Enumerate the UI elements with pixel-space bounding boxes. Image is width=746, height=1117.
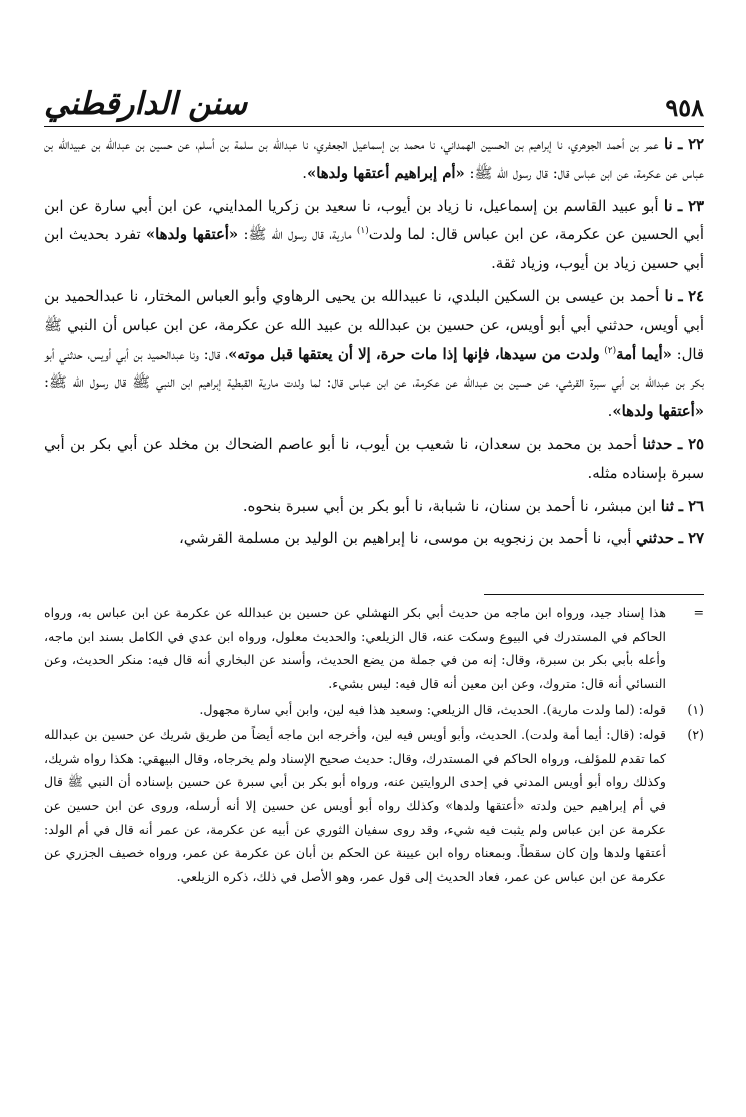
entry-text: أبو عبيد القاسم بن إسماعيل، نا زياد بن أيوب، نا سعيد بن زكريا المدايني، عن ابن أبي سارة عن ابن أبي الحسين عن عكرمة، عن ابن عباس قال: لما ولدت xyxy=(44,197,704,244)
hadith-entry-27 xyxy=(44,525,704,554)
footnote-divider xyxy=(484,594,704,595)
entry-text-continued: مارية، قال رسول الله ﷺ: xyxy=(243,226,352,244)
narration-cue: حدثنا xyxy=(642,435,673,453)
entry-text-end: . xyxy=(607,403,613,421)
footnote-text: هذا إسناد جيد، ورواه ابن ماجه من حديث أبي بكر النهشلي عن حسين بن عبدالله عن عكرمة عن ابن عباس به، ورواه الحاكم في المستدرك في البيوع وسكت عنه، قال الزيلعي: والحديث معلول، ورواه ابن عدي في الكامل بسند ابن ماجه، وأعله بأبي بكر بن سبرة، وقال: إنه من في جملة من يضع الحديث، وأسند عن البخاري أنه قال فيه: منكر الحديث، وعن النسائي أنه قال: متروك، وعن ابن معين أنه قال فيه: ليس بشيء. xyxy=(44,605,666,691)
entry-text: أبي، نا أحمد بن زنجويه بن موسى، نا إبراهيم بن الوليد بن مسلمة القرشي، xyxy=(178,530,632,548)
narration-cue: حدثني xyxy=(636,530,674,548)
footnote-mark: (١) xyxy=(687,701,704,717)
hadith-entry-26 xyxy=(44,493,704,522)
book-title: سنن الدارقطني xyxy=(44,86,248,122)
narration-cue: نا xyxy=(664,136,673,153)
entry-text: عمر بن أحمد الجوهري، نا إبراهيم بن الحسين الهمداني، نا محمد بن إسماعيل الجعفري، نا عبدالله بن سلمة بن أسلم، عن حسين بن عبدالله بن عبيدالله بن عباس عن عكرمة، عن ابن عباس قال: قال رسول الله ﷺ: xyxy=(44,136,704,182)
hadith-entry-23 xyxy=(44,193,704,279)
footnote-text: قوله: (لما ولدت مارية). الحديث، قال الزيلعي: وسعيد هذا فيه لين، وابن أبي سارة مجهول. xyxy=(199,701,666,717)
entry-text: أحمد بن محمد بن سعدان، نا شعيب بن أيوب، نا أبو عاصم الضحاك بن مخلد عن أبي بكر بن أبي سبرة بإسناده مثله. xyxy=(44,435,704,482)
entry-text-after: . xyxy=(302,164,307,182)
hadith-quote: «أم إبراهيم أعتقها ولدها» xyxy=(306,164,465,182)
entry-number: ٢٤ ـ xyxy=(678,287,704,305)
hadith-quote-continued: ولدت من سيدها، فإنها إذا مات حرة، إلا أن يعتقها قبل موته» xyxy=(228,345,600,363)
hadith-quote: «أيما أمة xyxy=(616,345,672,363)
entry-text-after: تفرد بحديث ابن أبي حسين زياد بن أيوب، وزياد ثقة. xyxy=(44,226,704,273)
entry-text: ابن مبشر، نا أحمد بن سنان، نا شبابة، نا أبو بكر بن أبي سبرة بنحوه. xyxy=(242,497,657,515)
footnotes xyxy=(44,601,704,888)
main-text xyxy=(44,131,704,554)
page-number: ٩٥٨ xyxy=(665,93,704,122)
hadith-quote-second: «أعتقها ولدها» xyxy=(612,403,704,421)
hadith-quote: «أعتقها ولدها» xyxy=(145,226,239,244)
footnote-continued xyxy=(44,601,704,695)
book-page xyxy=(44,72,704,888)
narration-cue: نا xyxy=(663,197,673,215)
hadith-entry-24 xyxy=(44,283,704,427)
entry-number: ٢٥ ـ xyxy=(677,435,704,453)
footnote-mark: (٢) xyxy=(687,727,704,743)
narration-cue: ثنا xyxy=(660,497,674,515)
footnote-2 xyxy=(44,723,704,888)
footnote-1 xyxy=(44,698,704,722)
page-header xyxy=(44,72,704,127)
entry-number: ٢٧ ـ xyxy=(678,530,704,548)
footnote-ref-1[interactable]: (١) xyxy=(356,226,369,237)
entry-number: ٢٣ ـ xyxy=(677,197,704,215)
hadith-entry-22 xyxy=(44,131,704,189)
footnote-mark: = xyxy=(693,605,704,621)
entry-text-after: ، قال: ونا عبدالحميد بن أبي أويس، حدثني أبو بكر بن عبدالله بن أبي سبرة القرشي، عن حسين بن عبدالله عن عكرمة، عن ابن عباس قال: لما ولدت مارية القبطية إبراهيم ابن النبي ﷺ قال رسول الله ﷺ: xyxy=(44,345,704,392)
narration-cue: نا xyxy=(664,287,674,305)
footnote-text: قوله: (قال: أيما أمة ولدت). الحديث، وأبو أويس فيه لين، وأخرجه ابن ماجه أيضاً من طريق شريك عن حسين بن عبدالله كما تقدم للمؤلف، ورواه الحاكم في المستدرك، وقال: حديث صحيح الإسناد ولم يخرجاه، وقال البيهقي: هكذا رواه شريك، وكذلك رواه أبو أويس المدني في إحدى الروايتين عنه، ورواه أبو بكر بن أبي سبرة عن حسين بإسناده أن النبي ﷺ قال في أم إبراهيم حين ولدته «أعتقها ولدها» وكذلك رواه أبو أويس عن حسين إلا أنه أرسله، وروى عن ابن حسين عن عكرمة عن ابن عباس ولم يثبت فيه شيء، وقد روى سفيان الثوري عن أبيه عن عكرمة، عن عمر أنه قال في أم الولد: أعتقها ولدها وإن كان سقطاً. وبمعناه رواه ابن عيينة عن الحكم بن أبان عن عكرمة عن عمر، ورواه خصيف الجزري عن عكرمة عن ابن عباس عن عمر، فعاد الحديث إلى قول عمر، وهو الأصل في ذلك، ذكره الزيلعي. xyxy=(44,727,666,884)
entry-number: ٢٦ ـ xyxy=(678,497,704,515)
hadith-entry-25 xyxy=(44,431,704,489)
footnote-ref-2[interactable]: (٢) xyxy=(604,345,617,356)
entry-number: ٢٢ ـ xyxy=(677,136,704,153)
entry-text: أحمد بن عيسى بن السكين البلدي، نا عبيدالله بن يحيى الرهاوي وأبو العباس المختار، نا عبدالحميد بن أبي أويس، حدثني أبي أبو أويس، عن حسين بن عبدالله بن عبيد الله عن عكرمة، عن ابن عباس أن النبي ﷺ قال: xyxy=(44,287,704,363)
